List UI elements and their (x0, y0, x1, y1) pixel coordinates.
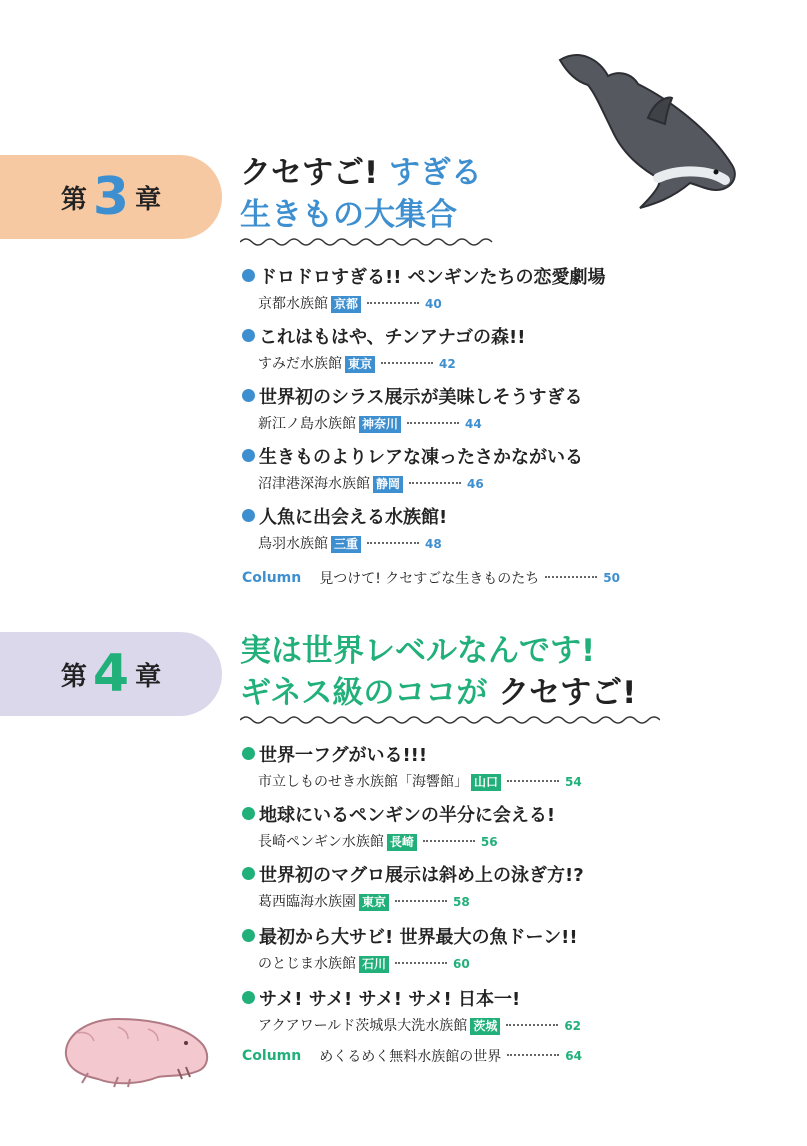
toc-entry[interactable] (242, 988, 762, 1036)
toc-entry[interactable] (242, 266, 762, 314)
aquarium-name: 新江ノ島水族館 (258, 416, 356, 432)
dot-leader (407, 422, 459, 424)
chapter-prefix: 第 (60, 184, 87, 215)
dot-leader (381, 362, 433, 364)
entry-title: 世界初のシラス展示が美味しそうすぎる (259, 387, 583, 408)
dot-leader (423, 840, 475, 842)
entry-title: サメ! サメ! サメ! サメ! 日本一! (259, 989, 521, 1010)
entry-title: 世界一フグがいる!!! (259, 745, 428, 766)
prefecture-badge: 静岡 (373, 476, 403, 493)
naked-mole-rat-illustration (58, 1005, 218, 1090)
prefecture-badge: 東京 (359, 894, 389, 911)
chapter-prefix: 第 (60, 661, 87, 692)
prefecture-badge: 石川 (359, 956, 389, 973)
entry-title: 世界初のマグロ展示は斜め上の泳ぎ方!? (259, 865, 584, 886)
prefecture-badge: 京都 (331, 296, 361, 313)
page-number: 58 (453, 895, 470, 909)
column-entry[interactable] (242, 568, 620, 588)
toc-entry[interactable] (242, 864, 762, 912)
dot-leader (409, 482, 461, 484)
page-number: 48 (425, 537, 442, 551)
bullet-icon (242, 991, 255, 1004)
aquarium-name: 市立しものせき水族館「海響館」 (258, 774, 468, 790)
prefecture-badge: 茨城 (470, 1018, 500, 1035)
prefecture-badge: 神奈川 (359, 416, 401, 433)
title-line2-a: ギネス級のココが (240, 675, 488, 711)
bullet-icon (242, 329, 255, 342)
chapter-suffix: 章 (135, 184, 162, 215)
bullet-icon (242, 449, 255, 462)
page-number: 50 (603, 571, 620, 585)
dot-leader (507, 1054, 559, 1056)
prefecture-badge: 長崎 (387, 834, 417, 851)
chapter-3-tab (0, 155, 222, 239)
aquarium-name: 長崎ペンギン水族館 (258, 834, 384, 850)
column-label: Column (242, 570, 302, 586)
toc-entry[interactable] (242, 506, 762, 554)
title-line1-a: クセすご! (240, 155, 379, 191)
dot-leader (395, 962, 447, 964)
toc-entry[interactable] (242, 386, 762, 434)
chapter-suffix: 章 (135, 661, 162, 692)
title-line2-b: クセすご! (498, 675, 637, 711)
aquarium-name: 葛西臨海水族園 (258, 894, 356, 910)
page-number: 64 (565, 1049, 582, 1063)
prefecture-badge: 東京 (345, 356, 375, 373)
page-number: 62 (564, 1019, 582, 1033)
wavy-divider (240, 236, 495, 248)
prefecture-badge: 三重 (331, 536, 361, 553)
toc-entry[interactable] (242, 446, 762, 494)
entry-title: 最初から大サビ! 世界最大の魚ドーン!! (259, 927, 578, 948)
entry-title: 地球にいるペンギンの半分に会える! (259, 805, 556, 826)
dot-leader (395, 900, 447, 902)
chapter-3-title (240, 152, 482, 236)
dot-leader (367, 542, 419, 544)
title-line2: 生きもの大集合 (240, 197, 457, 233)
dot-leader (367, 302, 419, 304)
chapter-number: 4 (92, 644, 130, 704)
aquarium-name: のとじま水族館 (258, 956, 356, 972)
aquarium-name: 鳥羽水族館 (258, 536, 328, 552)
page-number: 42 (439, 357, 456, 371)
page-number: 46 (467, 477, 484, 491)
title-line1: 実は世界レベルなんです! (240, 633, 596, 669)
bullet-icon (242, 389, 255, 402)
bullet-icon (242, 747, 255, 760)
toc-entry[interactable] (242, 326, 762, 374)
wavy-divider (240, 714, 660, 726)
porpoise-illustration (540, 40, 770, 210)
column-title: めくるめく無料水族館の世界 (319, 1049, 502, 1065)
title-line1-b: すぎる (388, 155, 482, 191)
chapter-number: 3 (92, 167, 130, 227)
aquarium-name: 沼津港深海水族館 (258, 476, 370, 492)
dot-leader (507, 780, 559, 782)
aquarium-name: すみだ水族館 (258, 356, 342, 372)
entry-title: これはもはや、チンアナゴの森!! (259, 327, 526, 348)
aquarium-name: アクアワールド茨城県大洗水族館 (258, 1018, 468, 1034)
page-number: 40 (425, 297, 442, 311)
page-number: 44 (465, 417, 482, 431)
toc-entry[interactable] (242, 744, 762, 792)
toc-entry[interactable] (242, 804, 762, 852)
bullet-icon (242, 269, 255, 282)
bullet-icon (242, 509, 255, 522)
bullet-icon (242, 867, 255, 880)
entry-title: ドロドロすぎる!! ペンギンたちの恋愛劇場 (259, 267, 606, 288)
page-number: 54 (565, 775, 582, 789)
dot-leader (506, 1024, 558, 1026)
chapter-4-title (240, 630, 636, 714)
page-number: 60 (453, 957, 470, 971)
entry-title: 生きものよりレアな凍ったさかながいる (259, 447, 583, 468)
column-title: 見つけて! クセすごな生きものたち (319, 571, 540, 587)
dot-leader (545, 576, 597, 578)
bullet-icon (242, 929, 255, 942)
toc-entry[interactable] (242, 926, 762, 974)
page-number: 56 (480, 835, 498, 849)
aquarium-name: 京都水族館 (258, 296, 328, 312)
prefecture-badge: 山口 (471, 774, 501, 791)
bullet-icon (242, 807, 255, 820)
column-label: Column (242, 1048, 302, 1064)
chapter-4-tab (0, 632, 222, 716)
column-entry[interactable] (242, 1046, 582, 1066)
entry-title: 人魚に出会える水族館! (259, 507, 448, 528)
